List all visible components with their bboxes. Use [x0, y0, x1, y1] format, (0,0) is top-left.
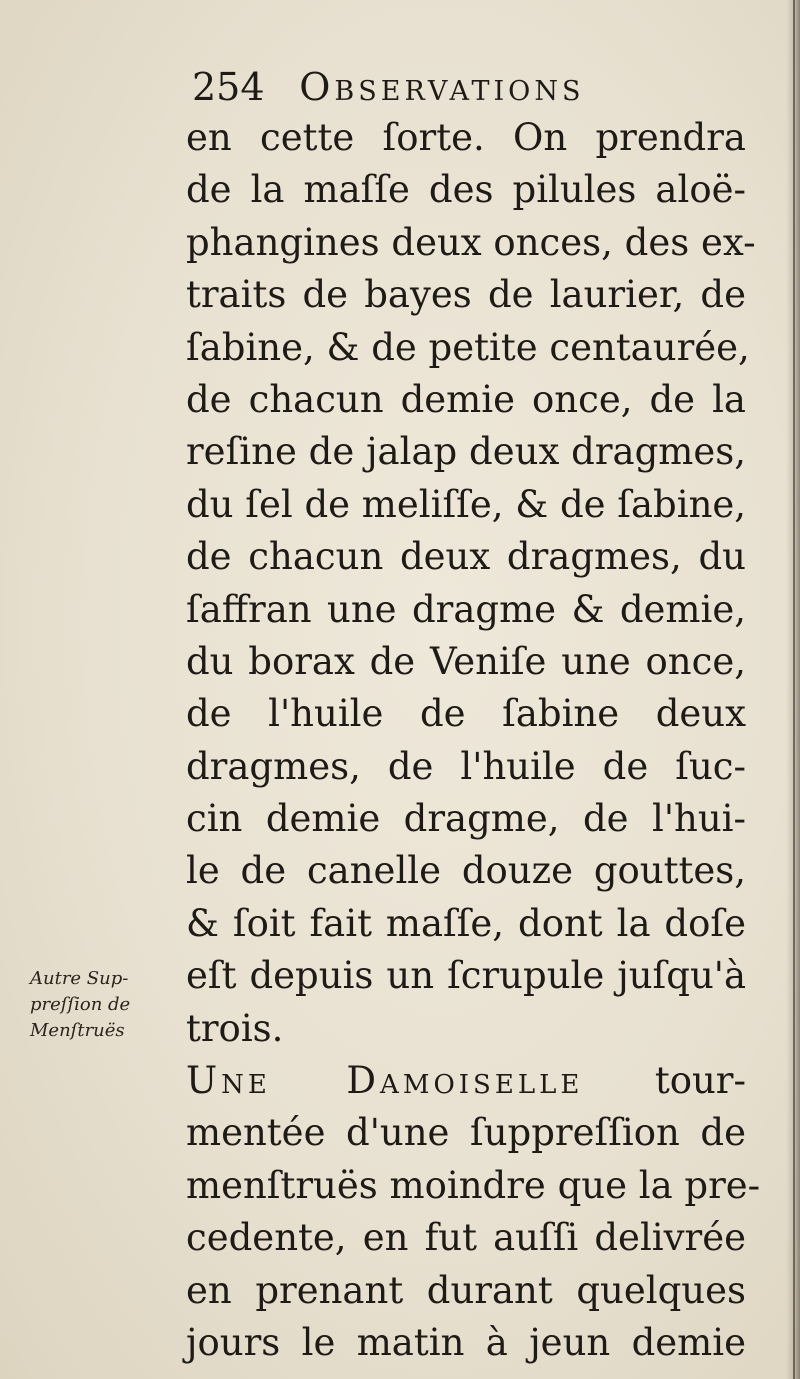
text-line: mentée d'une ſuppreſſion de: [186, 1111, 746, 1155]
paragraph-first-line-rest: tour-: [654, 1059, 746, 1103]
text-line: en prenant durant quelques: [186, 1268, 746, 1312]
text-line: de chacun deux dragmes, du: [186, 535, 746, 579]
text-line: en cette ſorte. On prendra: [186, 116, 746, 159]
margin-note-line: Autre Sup-: [30, 968, 129, 989]
margin-note-line: preſſion de: [30, 994, 131, 1015]
text-line: du borax de Veniſe une once,: [186, 639, 746, 683]
text-line: traits de bayes de laurier, de: [186, 273, 746, 317]
page-number: 254: [192, 65, 265, 109]
running-head: Observations: [299, 65, 585, 109]
text-line: jours le matin à jeun demie: [186, 1320, 746, 1364]
text-line: phangines deux onces, des ex-: [186, 220, 756, 264]
text-line: ſabine, & de petite centaurée,: [186, 325, 750, 369]
text-line: & ſoit fait maſſe, dont la doſe: [186, 901, 746, 945]
text-line: eſt depuis un ſcrupule juſqu'à: [186, 954, 746, 998]
paragraph-first-line: [186, 1055, 746, 1107]
text-line: trois.: [186, 1006, 284, 1050]
text-line: de l'huile de ſabine deux: [186, 692, 746, 736]
page-edge-line: [793, 0, 795, 1379]
text-line: dragmes, de l'huile de ſuc-: [186, 744, 746, 788]
text-line: de chacun demie once, de la: [186, 377, 746, 421]
page-header: [192, 62, 584, 112]
margin-note-line: Menſtruës: [30, 1020, 125, 1041]
margin-note: [30, 966, 170, 1044]
text-line: le de canelle douze gouttes,: [186, 849, 746, 893]
text-line: menſtruës moindre que la pre-: [186, 1163, 761, 1207]
body-text: [186, 112, 761, 1369]
text-line: ſaffran une dragme & demie,: [186, 587, 746, 631]
text-line: reſine de jalap deux dragmes,: [186, 430, 746, 474]
paragraph-opening-caps: Une Damoiselle: [186, 1059, 584, 1103]
text-line: de la maſſe des pilules aloë-: [186, 168, 746, 212]
text-line: cedente, en fut auſſi delivrée: [186, 1216, 746, 1260]
text-line: du ſel de meliſſe, & de ſabine,: [186, 482, 747, 526]
text-line: cin demie dragme, de l'hui-: [186, 797, 746, 841]
